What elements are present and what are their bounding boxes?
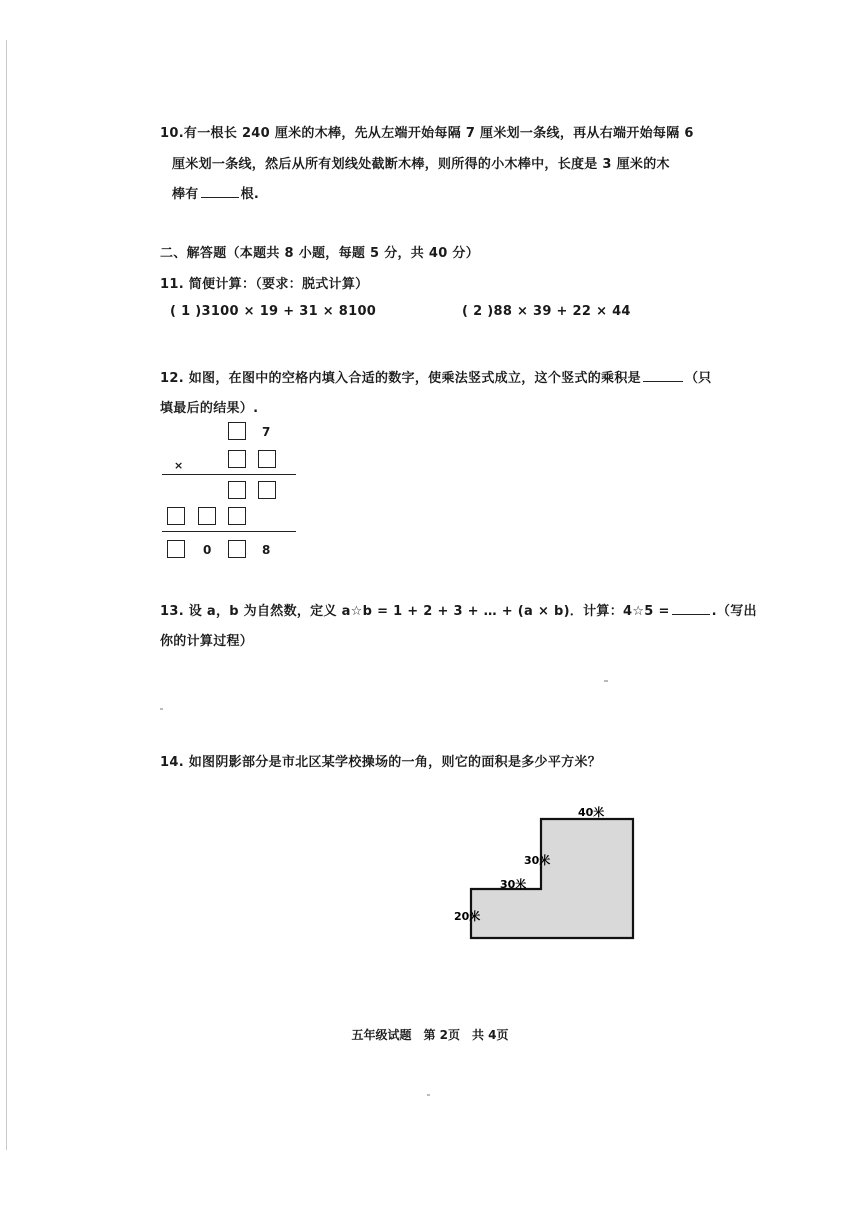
q13-line2: 你的计算过程） [160,634,254,649]
digit-box[interactable] [228,540,246,558]
q12-line2: 填最后的结果）. [160,401,259,416]
digit-box[interactable] [258,481,276,499]
scan-speck [160,708,163,710]
footer-page: 第 2页 [423,1028,460,1042]
q10-line3-pre: 棒有 [172,187,199,202]
digit-box[interactable] [198,507,216,525]
q13-line1-pre: 13. 设 a，b 为自然数，定义 a☆b = 1 + 2 + 3 + … + (a × b)．计算：4☆5 = [160,604,670,619]
digit-zero: 0 [203,543,212,557]
digit-box[interactable] [228,507,246,525]
q10-line3 [172,183,259,202]
label-step-top-30m: 30米 [500,878,527,891]
digit-box[interactable] [167,540,185,558]
playground-figure [440,800,660,950]
multiplication-rule-1 [162,474,296,475]
q12-line1-pre: 12. 如图，在图中的空格内填入合适的数字，使乘法竖式成立，这个竖式的乘积是 [160,371,641,386]
footer-title: 五年级试题 [351,1028,412,1042]
q10-line2: 厘米划一条线，然后从所有划线处截断木棒，则所得的小木棒中，长度是 3 厘米的木 [172,157,670,172]
scan-edge [6,40,7,1150]
digit-seven: 7 [262,425,271,439]
q12-line1-post: （只 [684,371,712,386]
q12-line1 [160,367,712,386]
q11-title: 11. 简便计算：（要求：脱式计算） [160,277,369,292]
digit-box[interactable] [167,507,185,525]
page-footer [0,1026,860,1043]
q11-part2: ( 2 )88 × 39 + 22 × 44 [462,304,631,319]
q14-text: 14. 如图阴影部分是市北区某学校操场的一角，则它的面积是多少平方米？ [160,755,602,770]
footer-total: 共 4页 [472,1028,509,1042]
digit-box[interactable] [228,422,246,440]
label-left-20m: 20米 [454,910,481,923]
q13-line1-post: .（写出 [711,604,757,619]
digit-box[interactable] [228,481,246,499]
digit-box[interactable] [228,450,246,468]
multiplication-rule-2 [162,531,296,532]
scan-speck [604,680,608,682]
digit-eight: 8 [262,543,271,557]
q10-line3-post: 根. [240,187,260,202]
scan-speck [427,1094,430,1096]
q12-answer-blank[interactable] [643,369,683,382]
times-sign: × [174,459,184,472]
label-top-40m: 40米 [578,806,605,819]
digit-box[interactable] [258,450,276,468]
shaded-region [471,819,633,938]
q10-answer-blank[interactable] [201,185,239,198]
label-step-right-30m: 30米 [524,854,551,867]
q10-line1: 10.有一根长 240 厘米的木棒，先从左端开始每隔 7 厘米划一条线，再从右端开始每隔 6 [160,126,694,141]
q11-part1: ( 1 )3100 × 19 + 31 × 8100 [170,304,377,319]
q13-line1 [160,600,757,619]
section2-heading: 二、解答题（本题共 8 小题，每题 5 分，共 40 分） [160,246,480,261]
q13-answer-blank[interactable] [672,602,710,615]
